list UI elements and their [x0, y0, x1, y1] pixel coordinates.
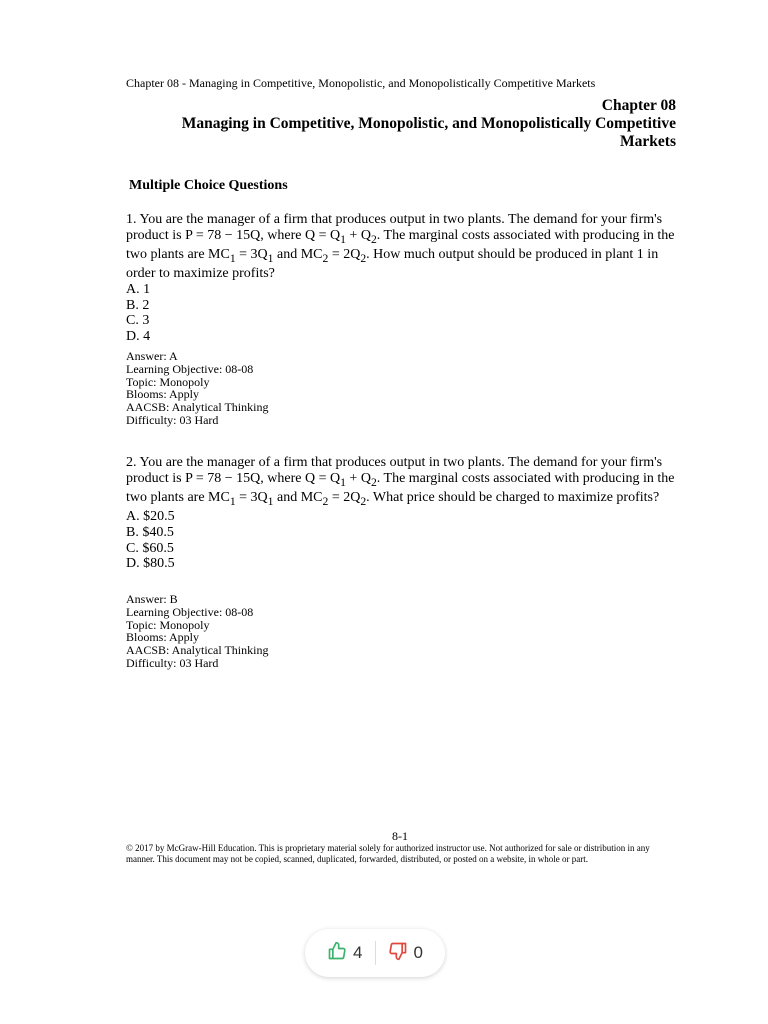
- question-2: [126, 455, 676, 572]
- question-number: 1.: [126, 212, 137, 227]
- option-b: B. $40.5: [126, 524, 174, 540]
- thumbs-down-icon: [388, 941, 408, 966]
- blooms: Blooms: Apply: [126, 387, 200, 402]
- upvote-count: 4: [353, 943, 363, 962]
- question-2-metadata: [126, 593, 268, 670]
- option-b: B. 2: [126, 297, 150, 313]
- vote-bar: [305, 929, 445, 977]
- downvote-count: 0: [413, 943, 423, 962]
- page-number: 8-1: [392, 829, 408, 843]
- question-text: 2. You are the manager of a firm that produces output in two plants. The demand for your firm's product is P = 78 − 15Q, where $Q = Q_1 + Q_2$. The marginal costs associated with producing in the two plants are $MC_1 = 3Q_1$ and $MC_2 = 2Q_2$. What price should be charged to maximize profits?: [126, 455, 675, 508]
- aacsb: AACSB: Analytical Thinking: [126, 400, 269, 415]
- downvote-button[interactable]: [376, 941, 435, 966]
- learning-objective: Learning Objective: 08-08: [126, 361, 254, 376]
- answer: Answer: B: [126, 592, 178, 606]
- blooms: Blooms: Apply: [126, 630, 200, 645]
- difficulty: Difficulty: 03 Hard: [126, 655, 219, 670]
- question-text: 1. You are the manager of a firm that produces output in two plants. The demand for your firm's product is P = 78 − 15Q, where $Q = Q_1 + Q_2$. The marginal costs associated with producing in the two plants are $MC_1 = 3Q_1$ and $MC_2 = 2Q_2$. How much output should be produced in plant 1 in order to maximize profits?: [126, 212, 675, 282]
- option-d: D. 4: [126, 328, 151, 344]
- option-c: C. $60.5: [126, 540, 174, 556]
- topic: Topic: Monopoly: [126, 617, 210, 632]
- thumbs-up-icon: [327, 941, 347, 966]
- chapter-title: [126, 97, 676, 151]
- difficulty: Difficulty: 03 Hard: [126, 412, 219, 427]
- option-d: D. $80.5: [126, 556, 175, 572]
- topic: Topic: Monopoly: [126, 374, 210, 389]
- question-1: [126, 212, 676, 344]
- copyright-notice: © 2017 by McGraw-Hill Education. This is proprietary material solely for authorized instructor use. Not authorized for sale or distribution in any manner. This document may not be copied, scanned, duplicated, forwarded, distributed, or posted on a website, in whole or part.: [126, 843, 650, 864]
- section-heading: Multiple Choice Questions: [129, 178, 288, 193]
- answer: Answer: A: [126, 349, 178, 363]
- question-number: 2.: [126, 455, 137, 470]
- running-header: Chapter 08 - Managing in Competitive, Monopolistic, and Monopolistically Competitive Markets: [126, 76, 596, 90]
- chapter-number: Chapter 08: [601, 97, 676, 114]
- question-1-metadata: [126, 350, 268, 427]
- option-c: C. 3: [126, 313, 150, 329]
- option-a: A. 1: [126, 281, 151, 297]
- chapter-title-line-2: Markets: [620, 133, 676, 150]
- upvote-button[interactable]: [315, 941, 374, 966]
- aacsb: AACSB: Analytical Thinking: [126, 643, 269, 658]
- learning-objective: Learning Objective: 08-08: [126, 604, 254, 619]
- option-a: A. $20.5: [126, 509, 175, 525]
- chapter-title-line-1: Managing in Competitive, Monopolistic, and Monopolistically Competitive: [181, 115, 676, 132]
